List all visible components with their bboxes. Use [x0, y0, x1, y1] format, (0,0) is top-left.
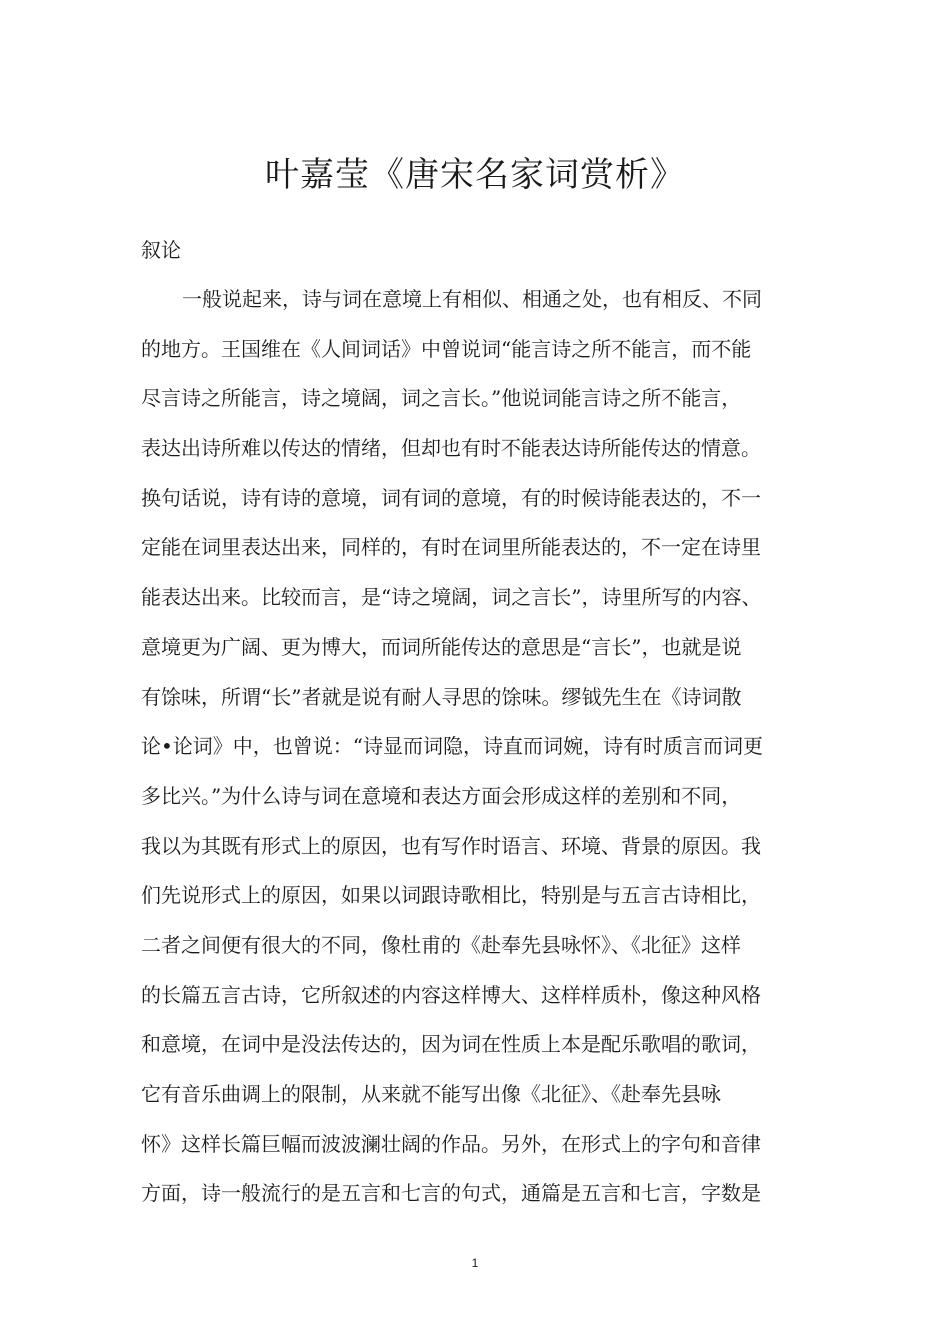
- text-line: 意境更为广阔、更为博大，而词所能传达的意思是“言长”，也就是说: [141, 634, 742, 659]
- text-line: 有馀味，所谓“长”者就是说有耐人寻思的馀味。缪钺先生在《诗词散: [141, 684, 742, 709]
- text-line: 论•论词》中，也曾说：“诗显而词隐，诗直而词婉，诗有时质言而词更: [141, 734, 764, 759]
- document-title: 叶嘉莹《唐宋名家词赏析》: [265, 155, 685, 195]
- text-line: 定能在词里表达出来，同样的，有时在词里所能表达的，不一定在诗里: [141, 535, 761, 560]
- page-number: 1: [471, 1256, 479, 1270]
- text-line: 怀》这样长篇巨幅而波波澜壮阔的作品。另外，在形式上的字句和音律: [141, 1131, 761, 1156]
- text-line: 们先说形式上的原因，如果以词跟诗歌相比，特别是与五言古诗相比，: [141, 883, 761, 908]
- text-line: 它有音乐曲调上的限制，从来就不能写出像《北征》、《赴奉先县咏: [141, 1082, 721, 1106]
- text-line: 二者之间便有很大的不同，像杜甫的《赴奉先县咏怀》、《北征》这样: [141, 932, 741, 957]
- text-line: 方面，诗一般流行的是五言和七言的句式，通篇是五言和七言，字数是: [141, 1181, 761, 1206]
- text-line: 尽言诗之所能言，诗之境阔，词之言长。”他说词能言诗之所不能言，: [141, 386, 742, 411]
- text-line: 一般说起来，诗与词在意境上有相似、相通之处，也有相反、不同: [182, 287, 762, 311]
- text-line: 换句话说，诗有诗的意境，词有词的意境，有的时候诗能表达的，不一: [141, 485, 761, 510]
- text-line: 能表达出来。比较而言，是“诗之境阔，词之言长”，诗里所写的内容、: [141, 585, 762, 610]
- text-line: 的地方。王国维在《人间词话》中曾说词“能言诗之所不能言，而不能: [141, 336, 752, 361]
- text-line: 的长篇五言古诗，它所叙述的内容这样博大、这样样质朴，像这种风格: [141, 982, 761, 1007]
- text-line: 多比兴。”为什么诗与词在意境和表达方面会形成这样的差别和不同，: [141, 783, 742, 808]
- text-line: 和意境，在词中是没法传达的，因为词在性质上本是配乐歌唱的歌词，: [141, 1032, 761, 1057]
- text-line: 表达出诗所难以传达的情绪，但却也有时不能表达诗所能传达的情意。: [141, 436, 761, 461]
- text-line: 我以为其既有形式上的原因，也有写作时语言、环境、背景的原因。我: [141, 833, 761, 858]
- section-heading: 叙论: [141, 238, 181, 262]
- body-text: [141, 281, 821, 1225]
